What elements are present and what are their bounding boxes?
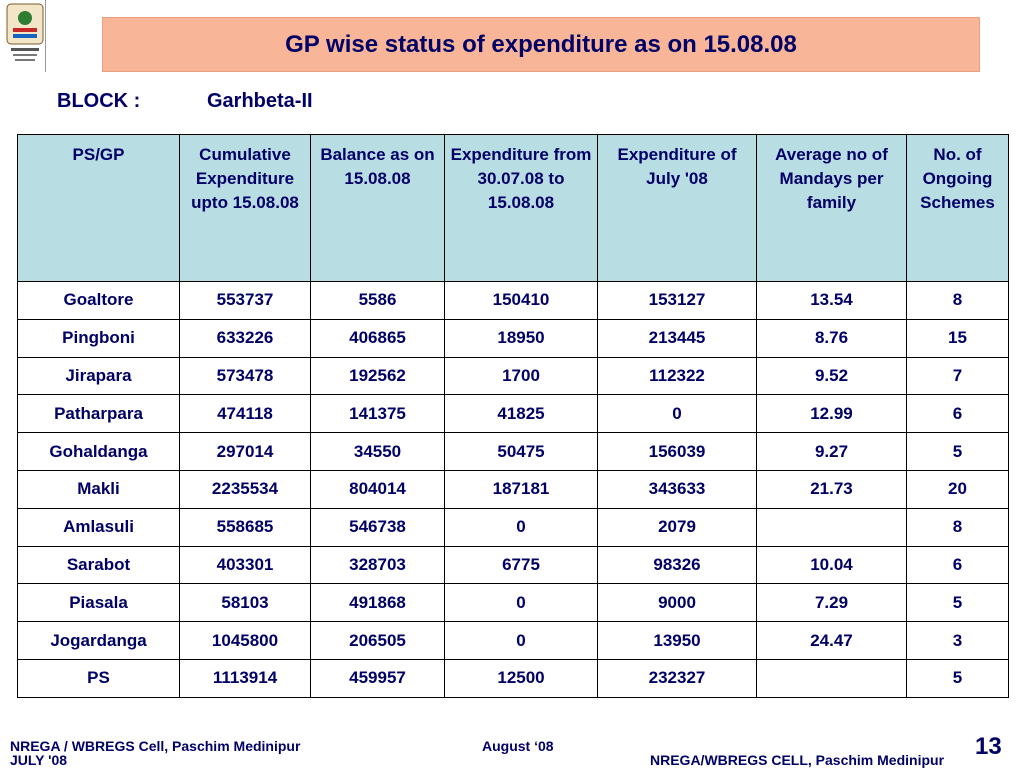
table-row <box>18 282 1009 320</box>
cell-gp: Gohaldanga <box>18 433 180 471</box>
cell-mandays: 8.76 <box>757 319 907 357</box>
header-expenditure-period: Expenditure from 30.07.08 to 15.08.08 <box>445 135 598 282</box>
cell-expenditure-period: 12500 <box>445 659 598 697</box>
cell-expenditure-july: 153127 <box>598 282 757 320</box>
header-average-mandays: Average no of Mandays per family <box>757 135 907 282</box>
cell-mandays <box>757 659 907 697</box>
cell-cumulative: 2235534 <box>180 470 311 508</box>
cell-expenditure-period: 187181 <box>445 470 598 508</box>
cell-expenditure-july: 112322 <box>598 357 757 395</box>
cell-expenditure-july: 156039 <box>598 433 757 471</box>
cell-gp: Pingboni <box>18 319 180 357</box>
cell-cumulative: 58103 <box>180 584 311 622</box>
table-row <box>18 584 1009 622</box>
table-row <box>18 659 1009 697</box>
cell-cumulative: 297014 <box>180 433 311 471</box>
table-row <box>18 508 1009 546</box>
cell-schemes: 5 <box>907 433 1009 471</box>
cell-cumulative: 474118 <box>180 395 311 433</box>
cell-expenditure-july: 13950 <box>598 622 757 660</box>
table-row <box>18 546 1009 584</box>
table-header-row <box>18 135 1009 282</box>
slide-title: GP wise status of expenditure as on 15.08.08 <box>285 30 797 58</box>
table-row <box>18 622 1009 660</box>
cell-mandays <box>757 508 907 546</box>
cell-expenditure-july: 2079 <box>598 508 757 546</box>
header-cumulative-expenditure: Cumulative Expenditure upto 15.08.08 <box>180 135 311 282</box>
cell-balance: 34550 <box>311 433 445 471</box>
cell-expenditure-july: 343633 <box>598 470 757 508</box>
cell-balance: 192562 <box>311 357 445 395</box>
cell-mandays: 13.54 <box>757 282 907 320</box>
cell-gp: Sarabot <box>18 546 180 584</box>
cell-schemes: 3 <box>907 622 1009 660</box>
cell-schemes: 5 <box>907 659 1009 697</box>
cell-cumulative: 633226 <box>180 319 311 357</box>
footer-center: August ‘08 <box>482 738 554 754</box>
cell-gp: Jirapara <box>18 357 180 395</box>
cell-mandays: 24.47 <box>757 622 907 660</box>
cell-mandays: 9.27 <box>757 433 907 471</box>
header-ps-gp: PS/GP <box>18 135 180 282</box>
cell-schemes: 20 <box>907 470 1009 508</box>
nrega-logo <box>3 2 47 72</box>
table-row <box>18 433 1009 471</box>
table-row <box>18 357 1009 395</box>
cell-gp: Makli <box>18 470 180 508</box>
cell-schemes: 5 <box>907 584 1009 622</box>
cell-expenditure-july: 0 <box>598 395 757 433</box>
cell-balance: 141375 <box>311 395 445 433</box>
table-row <box>18 319 1009 357</box>
cell-gp: Patharpara <box>18 395 180 433</box>
cell-expenditure-period: 0 <box>445 622 598 660</box>
cell-gp: Goaltore <box>18 282 180 320</box>
cell-schemes: 6 <box>907 546 1009 584</box>
cell-gp: Amlasuli <box>18 508 180 546</box>
cell-expenditure-period: 18950 <box>445 319 598 357</box>
cell-balance: 491868 <box>311 584 445 622</box>
table-row <box>18 470 1009 508</box>
cell-cumulative: 573478 <box>180 357 311 395</box>
cell-cumulative: 1113914 <box>180 659 311 697</box>
block-label: BLOCK : <box>57 90 141 112</box>
cell-expenditure-july: 98326 <box>598 546 757 584</box>
cell-cumulative: 558685 <box>180 508 311 546</box>
cell-expenditure-period: 0 <box>445 584 598 622</box>
cell-expenditure-period: 150410 <box>445 282 598 320</box>
cell-schemes: 15 <box>907 319 1009 357</box>
cell-balance: 406865 <box>311 319 445 357</box>
footer-right: NREGA/WBREGS CELL, Paschim Medinipur <box>650 752 945 768</box>
cell-expenditure-period: 0 <box>445 508 598 546</box>
title-banner <box>102 17 980 72</box>
cell-expenditure-period: 41825 <box>445 395 598 433</box>
cell-schemes: 8 <box>907 508 1009 546</box>
cell-gp: Piasala <box>18 584 180 622</box>
cell-schemes: 7 <box>907 357 1009 395</box>
header-balance: Balance as on 15.08.08 <box>311 135 445 282</box>
cell-balance: 546738 <box>311 508 445 546</box>
table-row <box>18 395 1009 433</box>
block-value: Garhbeta-II <box>207 90 313 112</box>
cell-expenditure-period: 6775 <box>445 546 598 584</box>
page-number: 13 <box>975 733 1002 760</box>
cell-cumulative: 403301 <box>180 546 311 584</box>
logo-divider <box>45 0 46 72</box>
expenditure-table <box>17 134 1009 698</box>
cell-balance: 206505 <box>311 622 445 660</box>
cell-schemes: 8 <box>907 282 1009 320</box>
cell-mandays: 21.73 <box>757 470 907 508</box>
cell-expenditure-period: 50475 <box>445 433 598 471</box>
cell-mandays: 10.04 <box>757 546 907 584</box>
cell-expenditure-july: 213445 <box>598 319 757 357</box>
cell-expenditure-july: 9000 <box>598 584 757 622</box>
cell-mandays: 12.99 <box>757 395 907 433</box>
cell-gp: Jogardanga <box>18 622 180 660</box>
cell-expenditure-period: 1700 <box>445 357 598 395</box>
cell-balance: 804014 <box>311 470 445 508</box>
cell-mandays: 7.29 <box>757 584 907 622</box>
cell-cumulative: 553737 <box>180 282 311 320</box>
footer-left-line2: JULY '08 <box>10 752 68 768</box>
footer-left-line1: NREGA / WBREGS Cell, Paschim Medinipur <box>10 738 301 754</box>
header-ongoing-schemes: No. of Ongoing Schemes <box>907 135 1009 282</box>
cell-balance: 459957 <box>311 659 445 697</box>
cell-balance: 328703 <box>311 546 445 584</box>
cell-schemes: 6 <box>907 395 1009 433</box>
cell-expenditure-july: 232327 <box>598 659 757 697</box>
cell-cumulative: 1045800 <box>180 622 311 660</box>
header-expenditure-july: Expenditure of July '08 <box>598 135 757 282</box>
cell-mandays: 9.52 <box>757 357 907 395</box>
cell-gp: PS <box>18 659 180 697</box>
cell-balance: 5586 <box>311 282 445 320</box>
